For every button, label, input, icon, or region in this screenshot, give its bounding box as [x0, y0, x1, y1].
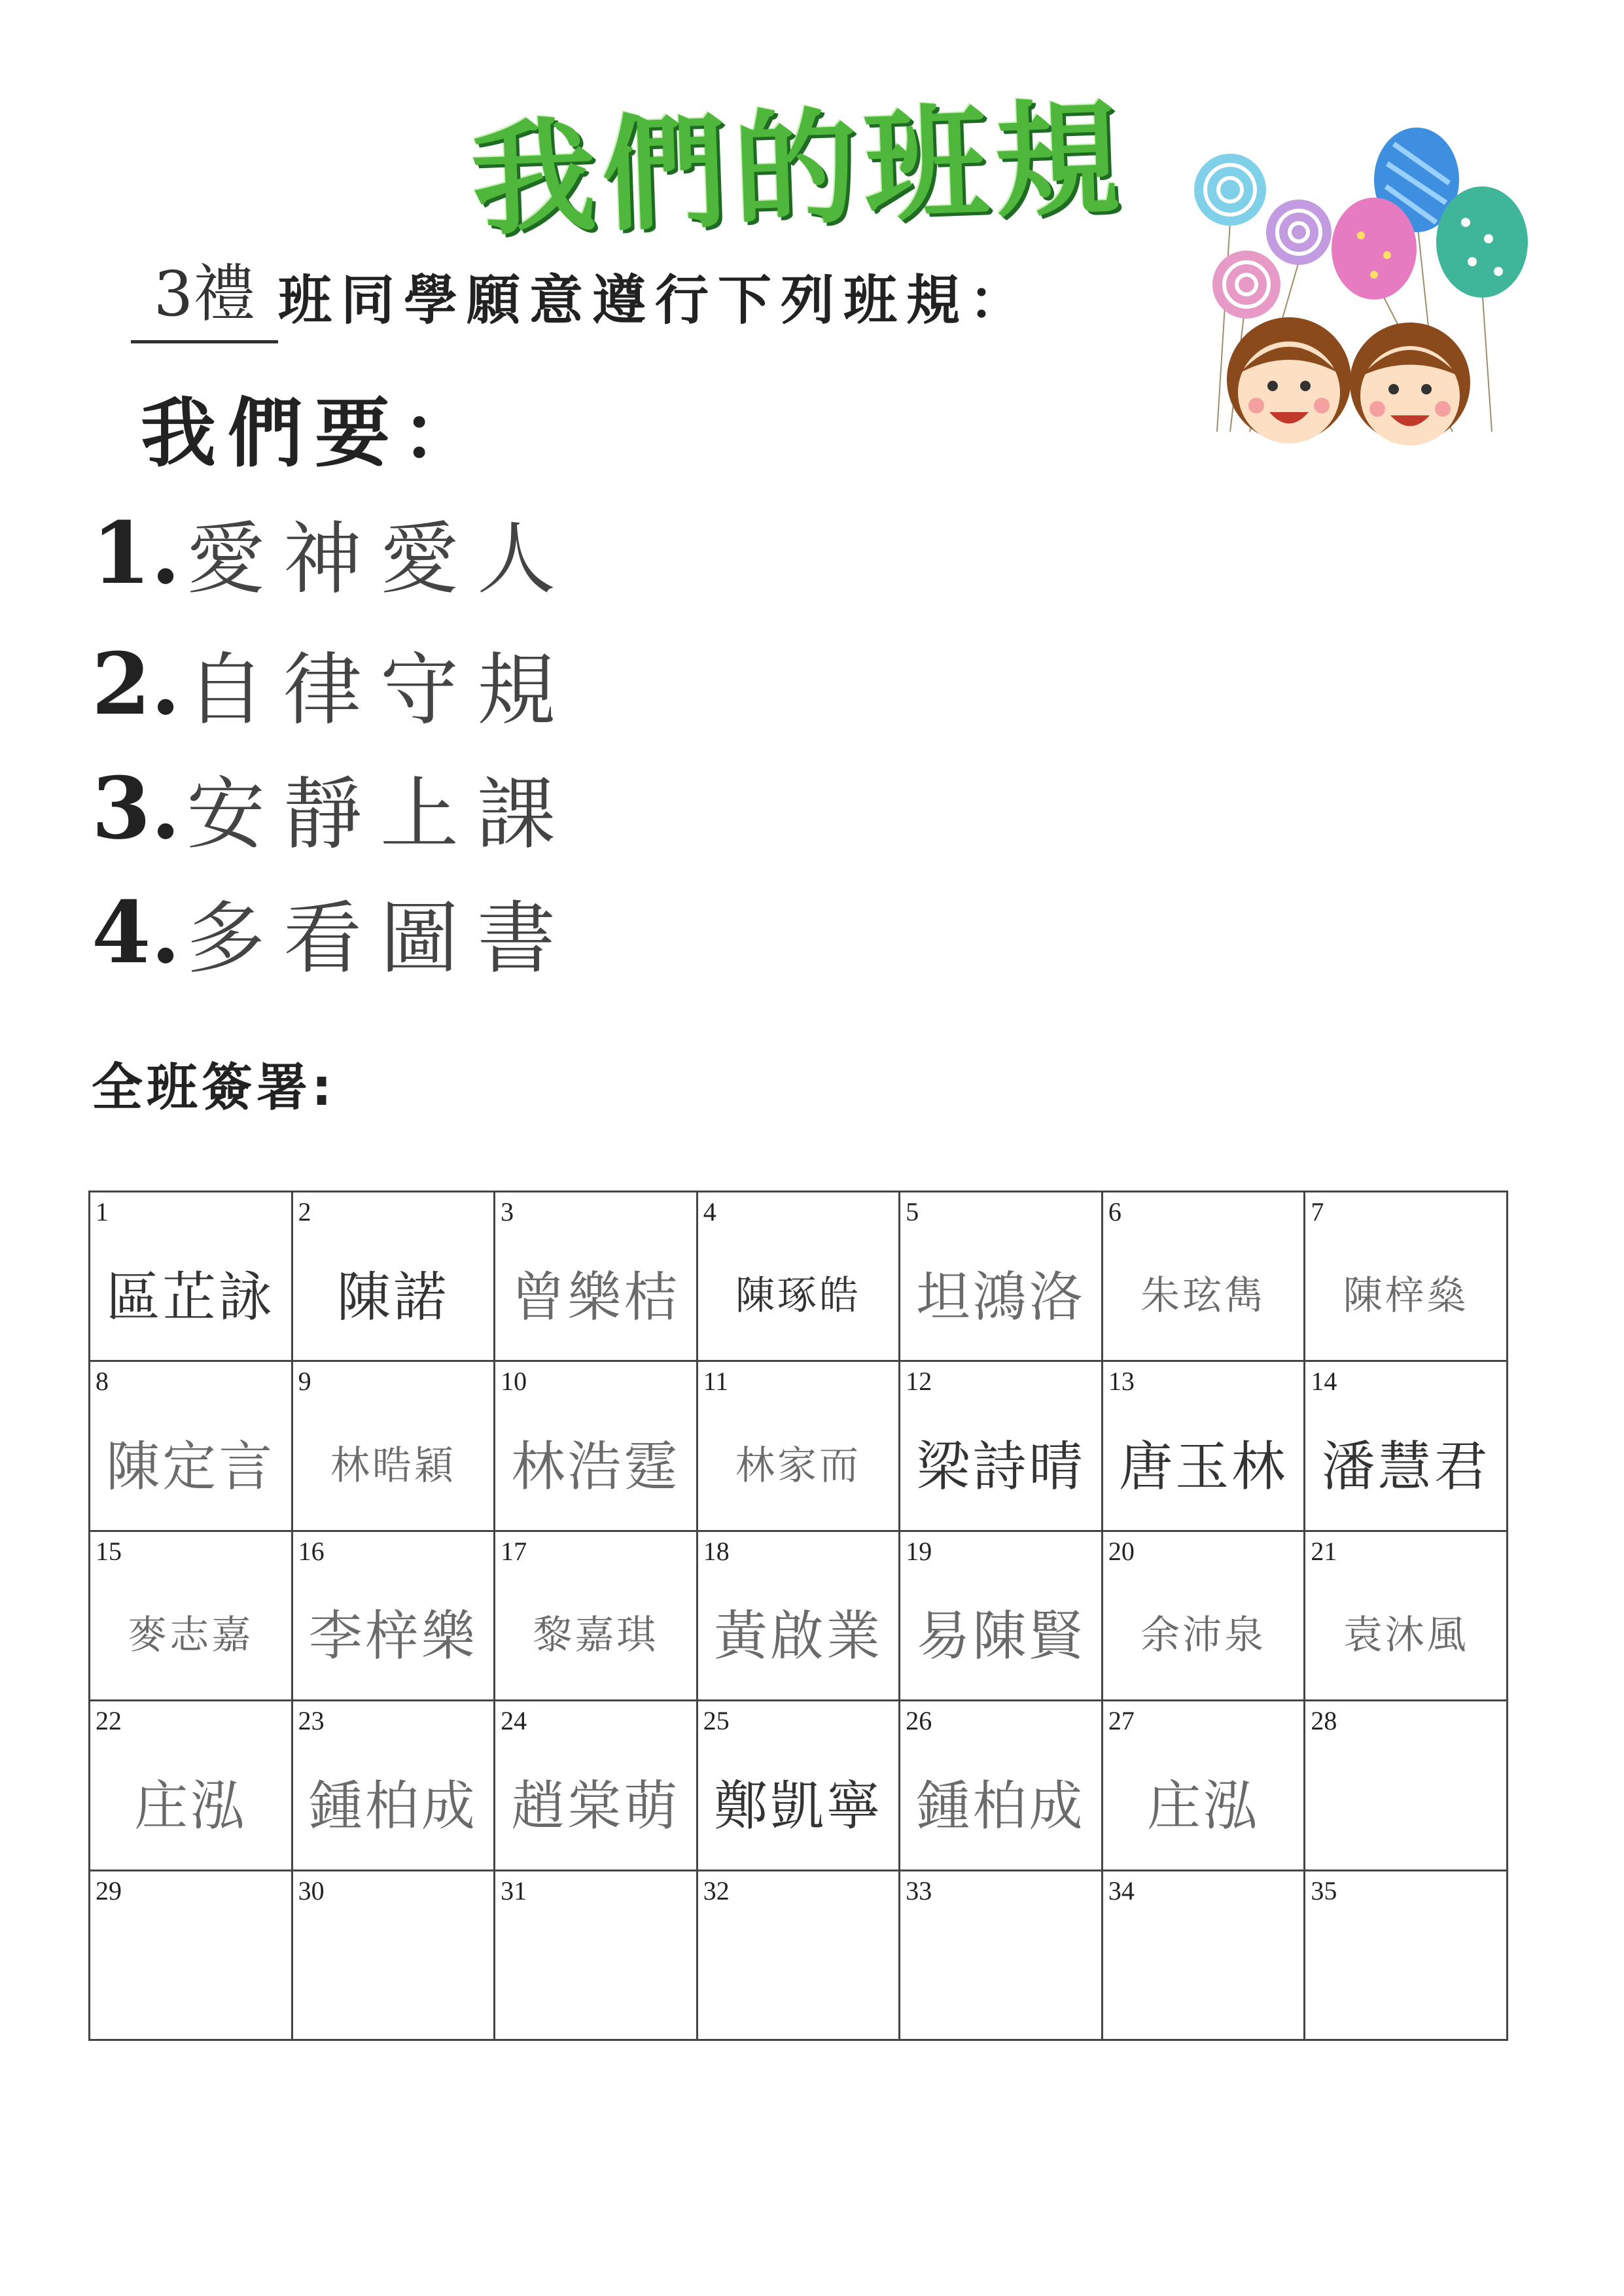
class-name-handwritten: 3禮: [131, 245, 278, 343]
cell-number: 33: [906, 1875, 932, 1905]
page-title: 我們的班規: [469, 86, 1129, 253]
student-signature: 林家而: [735, 1442, 861, 1489]
student-signature: 庄泓: [1147, 1775, 1260, 1837]
cell-number: 10: [501, 1366, 527, 1397]
student-signature: 黎嘉琪: [533, 1612, 659, 1658]
signature-cell[interactable]: [1102, 1361, 1305, 1531]
student-signature: 袁沐風: [1343, 1612, 1469, 1658]
class-declaration-text: 班同學願意遵行下列班規：: [278, 270, 1033, 332]
signature-cell[interactable]: [1102, 1701, 1305, 1870]
student-signature: [90, 1917, 291, 2026]
cell-number: 17: [501, 1536, 527, 1566]
rule-item: [92, 749, 574, 867]
student-signature: 易陳賢: [916, 1605, 1086, 1668]
student-signature: [293, 1917, 494, 2026]
signature-cell[interactable]: [1305, 1531, 1508, 1700]
signature-cell[interactable]: [697, 1701, 900, 1870]
table-row: [90, 1361, 1508, 1531]
cell-number: 6: [1108, 1197, 1121, 1226]
cell-number: 20: [1108, 1536, 1135, 1566]
signature-cell[interactable]: [292, 1361, 495, 1531]
cell-number: 29: [96, 1875, 122, 1905]
rule-number: 3.: [92, 757, 181, 858]
cell-number: 9: [298, 1366, 311, 1397]
student-signature: 朱玹雋: [1140, 1273, 1267, 1319]
signature-cell[interactable]: [292, 1701, 495, 1870]
cell-number: 26: [906, 1706, 932, 1736]
signature-cell[interactable]: [1102, 1192, 1305, 1361]
rule-item: [92, 494, 574, 612]
cell-number: 12: [906, 1366, 932, 1397]
cell-number: 5: [906, 1197, 919, 1226]
cell-number: 34: [1108, 1875, 1135, 1905]
cell-number: 4: [703, 1197, 716, 1226]
student-signature: 鄭凱寧: [713, 1775, 883, 1837]
student-signature: 陳諾: [336, 1266, 450, 1329]
cell-number: 21: [1311, 1536, 1337, 1566]
cell-number: 25: [703, 1706, 730, 1736]
signature-cell[interactable]: [495, 1361, 697, 1531]
student-signature: 林浩霆: [511, 1436, 680, 1499]
student-signature: [1305, 1747, 1506, 1856]
cell-number: 31: [501, 1875, 527, 1905]
student-signature: 潘慧君: [1321, 1436, 1491, 1499]
cell-number: 11: [703, 1366, 729, 1397]
student-signature: 梁詩晴: [916, 1436, 1086, 1499]
table-row: [90, 1192, 1508, 1361]
signature-cell[interactable]: [90, 1701, 292, 1870]
student-signature: 林晧穎: [330, 1442, 456, 1489]
signature-cell[interactable]: [900, 1701, 1103, 1870]
student-signature: 陳定言: [106, 1436, 275, 1499]
cell-number: 15: [96, 1536, 122, 1566]
signature-cell[interactable]: [1305, 1192, 1508, 1361]
signature-cell[interactable]: [900, 1361, 1103, 1531]
rule-text: 自律守規: [186, 645, 574, 736]
student-signature: 坦鴻洛: [916, 1266, 1086, 1329]
signature-cell[interactable]: [1102, 1531, 1305, 1700]
rule-text: 安靜上課: [186, 769, 574, 860]
cell-number: 23: [298, 1706, 325, 1736]
we-must-heading: 我們要：: [141, 390, 489, 478]
signature-cell[interactable]: [495, 1701, 697, 1870]
student-signature: 黃啟業: [713, 1605, 883, 1668]
student-signature: 區芷詠: [106, 1266, 275, 1329]
student-signature: 麥志嘉: [128, 1612, 254, 1658]
cell-number: 24: [501, 1706, 527, 1736]
signature-cell[interactable]: [292, 1192, 495, 1361]
cell-number: 16: [298, 1536, 325, 1566]
student-signature: [698, 1917, 899, 2026]
balloons-children-icon: [1178, 124, 1531, 464]
signature-label: 全班簽署:: [92, 1058, 336, 1117]
student-signature: 曾樂桔: [511, 1266, 680, 1329]
cell-number: 7: [1311, 1197, 1324, 1226]
rule-item: [92, 873, 574, 991]
signature-cell[interactable]: [1305, 1361, 1508, 1531]
signature-cell[interactable]: [1102, 1870, 1305, 2040]
rule-text: 愛神愛人: [186, 514, 574, 605]
cell-number: 22: [96, 1706, 122, 1736]
student-signature: [495, 1917, 696, 2026]
cell-number: 2: [298, 1197, 311, 1226]
cell-number: 27: [1108, 1706, 1135, 1736]
signature-cell[interactable]: [900, 1192, 1103, 1361]
signature-cell[interactable]: [292, 1870, 495, 2040]
rule-number: 4.: [92, 882, 181, 983]
student-signature: [1103, 1917, 1304, 2026]
class-declaration: [131, 258, 1032, 343]
signature-table: [88, 1191, 1508, 2041]
table-row: [90, 1531, 1508, 1700]
cell-number: 14: [1311, 1366, 1337, 1397]
signature-cell[interactable]: [495, 1870, 697, 2040]
cell-number: 1: [96, 1197, 109, 1226]
signature-cell[interactable]: [90, 1870, 292, 2040]
signature-cell[interactable]: [90, 1361, 292, 1531]
student-signature: 陳琢皓: [735, 1273, 861, 1319]
student-signature: 鍾柏成: [308, 1775, 478, 1837]
student-signature: 李梓樂: [308, 1605, 478, 1668]
signature-cell[interactable]: [900, 1870, 1103, 2040]
signature-cell[interactable]: [697, 1531, 900, 1700]
cell-number: 18: [703, 1536, 730, 1566]
signature-cell[interactable]: [495, 1531, 697, 1700]
cell-number: 19: [906, 1536, 932, 1566]
cell-number: 8: [96, 1366, 109, 1397]
student-signature: [1305, 1917, 1506, 2026]
student-signature: 陳梓燊: [1343, 1273, 1469, 1319]
signature-cell[interactable]: [90, 1531, 292, 1700]
student-signature: 唐玉林: [1119, 1436, 1288, 1499]
student-signature: 余沛泉: [1140, 1612, 1267, 1658]
signature-cell[interactable]: [90, 1192, 292, 1361]
cell-number: 13: [1108, 1366, 1135, 1397]
cell-number: 32: [703, 1875, 730, 1905]
cell-number: 35: [1311, 1875, 1337, 1905]
signature-cell[interactable]: [900, 1531, 1103, 1700]
signature-cell[interactable]: [495, 1192, 697, 1361]
table-row: [90, 1870, 1508, 2040]
signature-cell[interactable]: [292, 1531, 495, 1700]
rule-number: 2.: [92, 633, 181, 734]
table-row: [90, 1701, 1508, 1870]
rule-number: 1.: [92, 502, 181, 603]
student-signature: 趙棠萌: [511, 1775, 680, 1837]
rule-item: [92, 625, 574, 742]
signature-cell[interactable]: [1305, 1870, 1508, 2040]
signature-cell[interactable]: [1305, 1701, 1508, 1870]
rule-text: 多看圖書: [186, 894, 574, 984]
cell-number: 28: [1311, 1706, 1337, 1736]
signature-cell[interactable]: [697, 1361, 900, 1531]
signature-cell[interactable]: [697, 1870, 900, 2040]
cell-number: 30: [298, 1875, 325, 1905]
student-signature: 鍾柏成: [916, 1775, 1086, 1837]
student-signature: [900, 1917, 1101, 2026]
cell-number: 3: [501, 1197, 514, 1226]
student-signature: 庄泓: [134, 1775, 247, 1837]
signature-cell[interactable]: [697, 1192, 900, 1361]
